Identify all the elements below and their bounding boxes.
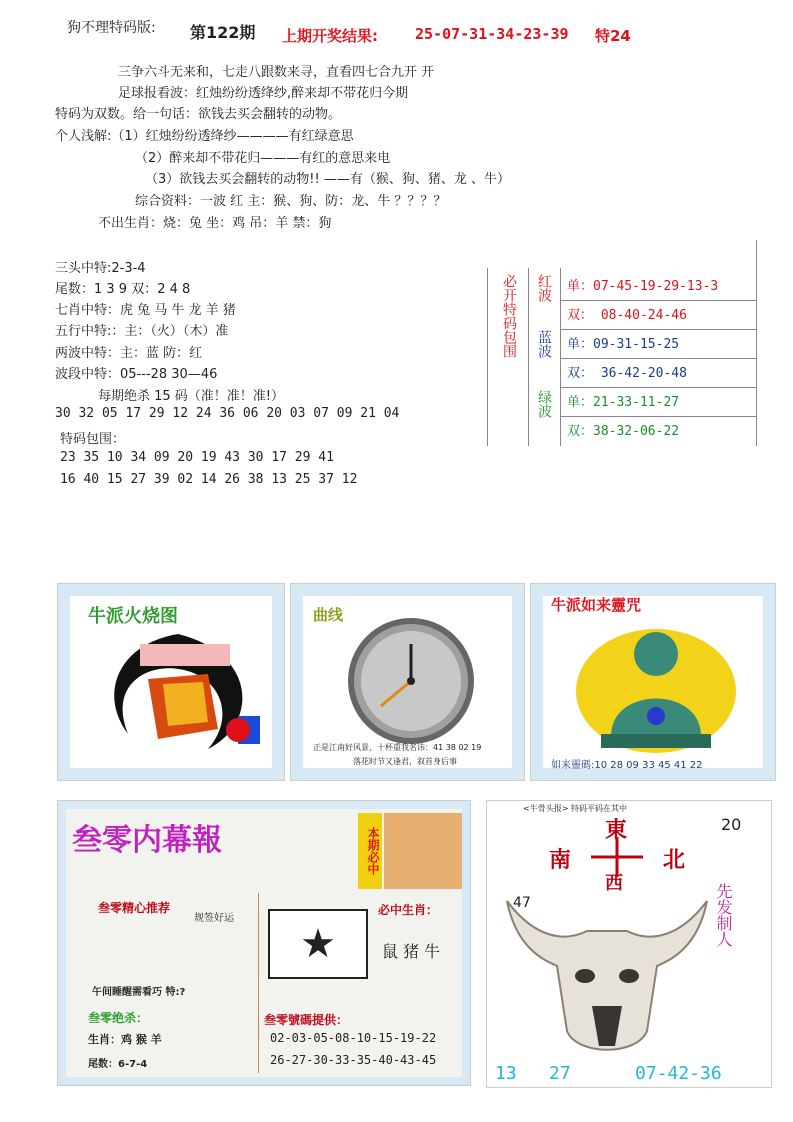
insider-must-values: 鼠 猪 牛	[382, 942, 441, 961]
skull-south: 西	[605, 873, 623, 894]
skull-east: 北	[663, 848, 686, 873]
stats-line-6: 波段中特：05---28 30—46	[55, 367, 218, 382]
skull-bottom-1: 13	[495, 1063, 517, 1084]
fire-swirl-icon	[88, 624, 268, 764]
skull-panel	[486, 800, 772, 1088]
analysis-line-2: （2）醉来却不带花归———有红的意思来电	[135, 151, 391, 166]
insider-portrait	[384, 813, 462, 889]
blue-wave-label: 蓝波	[536, 330, 552, 358]
analysis-line-5: 不出生肖：烧：兔 坐：鸡 吊：羊 禁：狗	[98, 216, 332, 231]
stats-line-8: 30 32 05 17 29 12 24 36 06 20 03 07 09 21 04	[55, 406, 400, 421]
insider-section: 叁零绝杀：	[88, 1011, 149, 1025]
issue-number: 第122期	[190, 23, 256, 42]
green-single-cell: 单：21-33-11-27	[561, 388, 756, 417]
insider-side-label: 本期必中	[358, 813, 382, 889]
insider-panel	[57, 800, 471, 1086]
stats-line-2: 尾数：1 3 9 双：2 4 8	[55, 282, 191, 297]
stats-line-7: 每期绝杀 15 码（准！准！准!）	[98, 389, 285, 404]
skull-top-caption: <牛骨头报> 特码平码在其中	[523, 804, 627, 813]
green-wave-label: 绿波	[536, 390, 552, 418]
buddha-panel-title: 牛派如来靈咒	[551, 596, 642, 614]
skull-bottom-3: 07-42-36	[635, 1063, 722, 1084]
skull-number-47: 47	[513, 895, 531, 911]
insider-code-title: 叁零號碼提供：	[264, 1013, 349, 1027]
compass-cross-icon	[587, 837, 647, 877]
poem-line-3: 特码为双数。给一句话：欲钱去买会翻转的动物。	[55, 107, 342, 122]
green-double-cell: 双：38-32-06-22	[567, 424, 680, 439]
red-wave-label: 红波	[536, 274, 552, 302]
table-title-column	[488, 268, 529, 446]
blue-single-cell: 单：09-31-15-25	[561, 330, 756, 359]
last-result-special: 特24	[595, 27, 631, 45]
stats-line-11: 16 40 15 27 39 02 14 26 38 13 25 37 12	[60, 472, 358, 487]
clock-panel-title: 曲线	[313, 606, 344, 624]
stats-line-1: 三头中特:2-3-4	[55, 261, 146, 276]
skull-north: 東	[605, 818, 628, 843]
poem-line-2: 足球报看波：红烛纷纷透绛纱,醉来却不带花归今期	[118, 86, 409, 101]
code-table	[487, 268, 756, 446]
blue-double-cell: 双： 36-42-20-48	[561, 359, 756, 388]
analysis-line-3: （3）欲钱去买会翻转的动物!! ——有（猴、狗、猪、龙 、牛）	[145, 172, 510, 187]
insider-divider	[258, 893, 259, 1073]
insider-must-label: 必中生肖：	[378, 903, 439, 917]
stats-line-10: 23 35 10 34 09 20 19 43 30 17 29 41	[60, 450, 334, 465]
insider-sub-1: 叁零精心推荐	[98, 901, 171, 915]
stats-line-5: 两波中特：主：蓝 防：红	[55, 346, 203, 361]
table-right-line	[756, 240, 757, 446]
last-result-label: 上期开奖结果:	[282, 27, 378, 45]
insider-title: 叁零内幕報	[72, 823, 222, 858]
table-wave-column	[528, 268, 561, 446]
insider-codes-1: 02-03-05-08-10-15-19-22	[270, 1031, 437, 1045]
analysis-line-1: 个人浅解:（1）红烛纷纷透绛纱————有红绿意思	[55, 129, 354, 144]
clock-icon	[341, 616, 481, 746]
brand-label: 狗不理特码版:	[67, 20, 156, 36]
insider-codes-2: 26-27-30-33-35-40-43-45	[270, 1053, 437, 1067]
buddha-panel	[530, 583, 776, 781]
clock-caption-1: 正是江南好风景，十杯重我名讳：41 38 02 19	[313, 743, 482, 752]
skull-number-20: 20	[721, 815, 742, 834]
insider-bottom-1: 午间睡醒需看巧 特:?	[92, 987, 186, 998]
stats-line-3: 七肖中特：虎 兔 马 牛 龙 羊 猪	[55, 303, 236, 318]
clock-panel	[290, 583, 525, 781]
insider-tail: 尾数：6-7-4	[88, 1059, 148, 1070]
insider-sub-2: 规签好运	[194, 913, 234, 924]
stats-line-4: 五行中特:：主：（火）（木）准	[55, 324, 229, 339]
skull-bottom-2: 27	[549, 1063, 571, 1084]
poem-line-1: 三争六斗无来和，七走八跟数来寻，直看四七合九开 开	[118, 65, 435, 80]
last-result-numbers: 25-07-31-34-23-39	[415, 25, 569, 43]
red-single-cell: 单：07-45-19-29-13-3	[561, 272, 756, 301]
star-icon: ★	[268, 909, 368, 979]
buddha-icon	[571, 616, 741, 756]
red-double-cell: 双： 08-40-24-46	[561, 301, 756, 330]
skull-west: 南	[549, 848, 572, 873]
fire-panel	[57, 583, 285, 781]
table-title-vertical: 必开特码包围	[501, 274, 517, 358]
insider-zodiac: 生肖：鸡 猴 羊	[88, 1033, 162, 1046]
fire-panel-title: 牛派火烧图	[88, 606, 178, 627]
cow-skull-icon	[497, 881, 717, 1061]
stats-line-9: 特码包围：	[60, 432, 126, 447]
skull-side-text: 先发制人	[714, 883, 733, 947]
buddha-code: 如来靈碼:10 28 09 33 45 41 22	[551, 760, 703, 771]
clock-caption-2: 落花时节又逢君，叙首身后事	[353, 757, 457, 766]
analysis-line-4: 综合资料：一波 红 主：猴、狗、防：龙、牛 ？？？？	[135, 194, 447, 209]
